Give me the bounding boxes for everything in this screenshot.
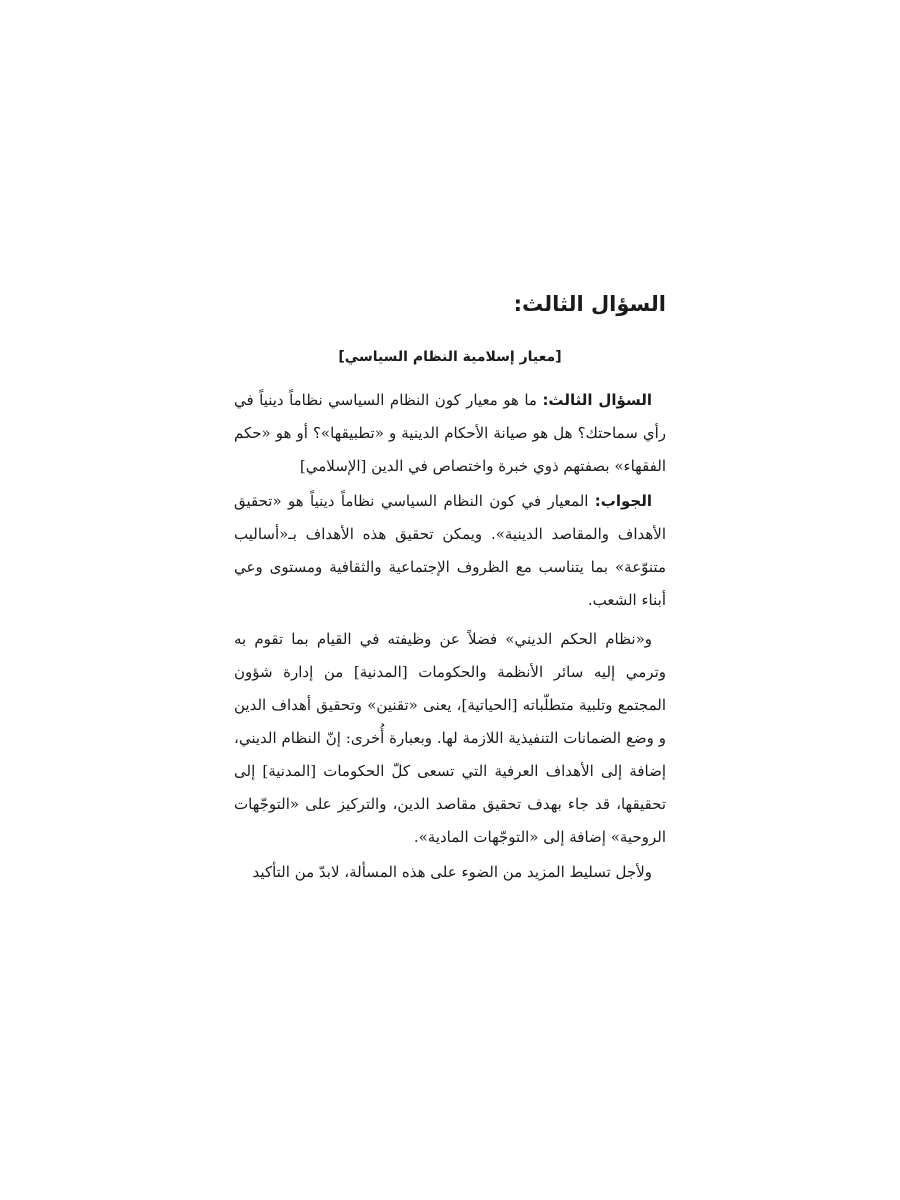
answer-lead: الجواب: — [594, 492, 652, 510]
paragraph-continuation — [234, 856, 666, 889]
paragraph-religious-system — [234, 623, 666, 854]
page-content — [234, 288, 666, 889]
section-heading: [معيار إسلامية النظام السياسي] — [338, 349, 562, 365]
question-text: ما هو معيار كون النظام السياسي نظاماً دينياً في رأي سماحتك؟ هل هو صيانة الأحكام الدينية و «تطبيقها»؟ أو هو «حكم الفقهاء» بصفتهم ذوي خبرة واختصاص في الدين [الإسلامي] — [234, 391, 666, 475]
question-lead: السؤال الثالث: — [542, 391, 652, 409]
paragraph-question — [234, 384, 666, 483]
answer-text: المعيار في كون النظام السياسي نظاماً دينياً هو «تحقيق الأهداف والمقاصد الدينية». ويمكن تحقيق هذه الأهداف بـ«أساليب متنوّعة» بما يتناسب مع الظروف الإجتماعية والثقافية ومستوى وعي أبناء الشعب. — [234, 492, 666, 609]
religious-system-text: و«نظام الحكم الديني» فضلاً عن وظيفته في القيام بما تقوم به وترمي إليه سائر الأنظمة والحكومات [المدنية] من إدارة شؤون المجتمع وتلبية متطلّباته [الحياتية]، يعنى «تقنين» وتحقيق أهداف الدين و وضع الضمانات التنفيذية اللازمة لها. وبعبارة أُخرى: إنّ النظام الديني، إضافة إلى الأهداف العرفية التي تسعى كلّ الحكومات [المدنية] إلى تحقيقها، قد جاء بهدف تحقيق مقاصد الدين، والتركيز على «التوجّهات الروحية» إضافة إلى «التوجّهات المادية». — [234, 630, 666, 846]
paragraph-answer — [234, 485, 666, 617]
chapter-title: السؤال الثالث: — [513, 292, 666, 316]
continuation-text: ولأجل تسليط المزيد من الضوء على هذه المسألة، لابدّ من التأكيد — [252, 863, 652, 881]
